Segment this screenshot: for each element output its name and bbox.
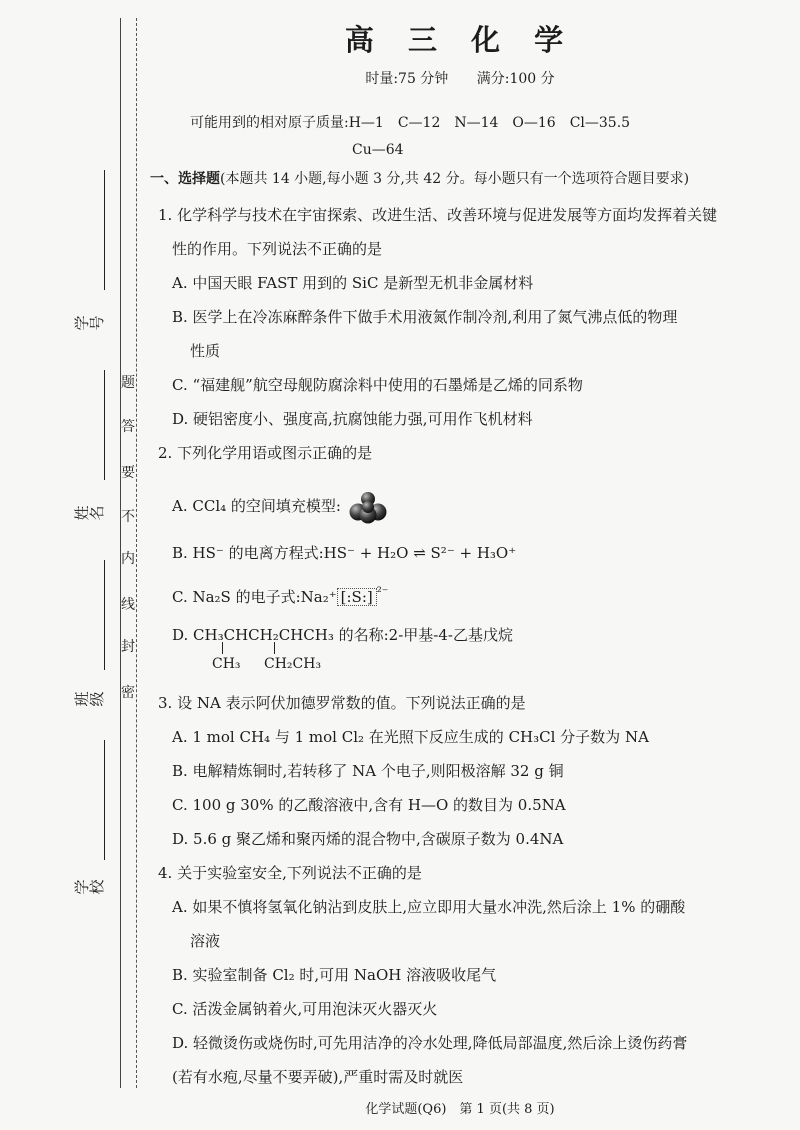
exam-content	[150, 0, 770, 1130]
q1-stem-cont: 性的作用。下列说法不正确的是	[172, 240, 383, 258]
q4-option-b: B. 实验室制备 Cl₂ 时,可用 NaOH 溶液吸收尾气	[172, 966, 497, 984]
q1-option-c: C. “福建舰”航空母舰防腐涂料中使用的石墨烯是乙烯的同系物	[172, 376, 583, 394]
exam-score: 满分:100 分	[476, 71, 555, 87]
seal-char: 线	[121, 597, 135, 613]
q1-option-d: D. 硬铝密度小、强度高,抗腐蚀能力强,可用作飞机材料	[172, 410, 533, 428]
page-footer: 化学试题(Q6) 第 1 页(共 8 页)	[365, 1102, 555, 1117]
q3-option-a: A. 1 mol CH₄ 与 1 mol Cl₂ 在光照下反应生成的 CH₃Cl 分子数为 NA	[172, 728, 649, 746]
q4-option-d: D. 轻微烫伤或烧伤时,可先用洁净的冷水处理,降低局部温度,然后涂上烫伤药膏	[172, 1034, 688, 1052]
q3-option-b: B. 电解精炼铜时,若转移了 NA 个电子,则阳极溶解 32 g 铜	[172, 762, 564, 780]
q2-stem: 2. 下列化学用语或图示正确的是	[158, 444, 373, 462]
q1-option-b: B. 医学上在冷冻麻醉条件下做手术用液氮作制冷剂,利用了氮气沸点低的物理	[172, 308, 678, 326]
sulfide-charge: ²⁻	[376, 584, 389, 599]
class-label: 班 级	[73, 676, 106, 707]
q2-d-branch-1: CH₃	[212, 656, 241, 672]
q1-stem: 1. 化学科学与技术在宇宙探索、改进生活、改善环境与促进发展等方面均发挥着关键	[158, 206, 718, 224]
school-label: 学 校	[73, 864, 106, 895]
q4-stem: 4. 关于实验室安全,下列说法不正确的是	[158, 864, 422, 882]
atomic-masses-cont: Cu—64	[352, 142, 404, 158]
binding-dashed-line	[136, 18, 137, 1088]
sulfide-lewis-structure: [:S:]	[337, 588, 377, 606]
atomic-masses: 可能用到的相对原子质量:H—1 C—12 N—14 O—16 Cl—35.5	[190, 115, 631, 131]
q2-d-branch-bond	[274, 642, 275, 654]
section-title: 一、选择题	[150, 171, 220, 187]
q2-d-branch-bond	[222, 642, 223, 654]
section-heading	[150, 168, 780, 188]
q4-option-a: A. 如果不慎将氢氧化钠沾到皮肤上,应立即用大量水冲洗,然后涂上 1% 的硼酸	[172, 898, 686, 916]
q4-option-c: C. 活泼金属钠着火,可用泡沫灭火器灭火	[172, 1000, 438, 1018]
seal-char: 封	[121, 639, 135, 655]
seal-char: 不	[121, 509, 135, 525]
q4-option-d-cont: (若有水疱,尽量不要弄破),严重时需及时就医	[172, 1068, 464, 1086]
exam-time: 时量:75 分钟	[365, 71, 449, 87]
seal-char: 题	[121, 375, 135, 391]
ccl4-space-filling-model-icon	[346, 490, 390, 524]
q4-option-a-cont: 溶液	[190, 932, 221, 950]
student-name-line[interactable]	[104, 370, 105, 480]
student-id-line[interactable]	[104, 170, 105, 290]
seal-char: 密	[121, 685, 135, 701]
q2-option-d: D. CH₃CHCH₂CHCH₃ 的名称:2-甲基-4-乙基戊烷	[172, 626, 513, 644]
q2-option-a	[172, 490, 390, 524]
class-line[interactable]	[104, 560, 105, 670]
exam-meta	[150, 68, 770, 88]
school-line[interactable]	[104, 740, 105, 860]
q2-option-a-text: A. CCl₄ 的空间填充模型:	[172, 497, 341, 515]
seal-char: 答	[121, 419, 135, 435]
q1-option-a: A. 中国天眼 FAST 用到的 SiC 是新型无机非金属材料	[172, 274, 534, 292]
q3-option-d: D. 5.6 g 聚乙烯和聚丙烯的混合物中,含碳原子数为 0.4NA	[172, 830, 564, 848]
q1-option-b-cont: 性质	[190, 342, 221, 360]
q2-option-c	[172, 584, 388, 607]
seal-char: 内	[121, 551, 135, 567]
q3-option-c: C. 100 g 30% 的乙酸溶液中,含有 H—O 的数目为 0.5NA	[172, 796, 566, 814]
seal-char: 要	[121, 465, 135, 481]
q2-option-b: B. HS⁻ 的电离方程式:HS⁻ + H₂O ⇌ S²⁻ + H₃O⁺	[172, 544, 517, 562]
q3-stem: 3. 设 NA 表示阿伏加德罗常数的值。下列说法正确的是	[158, 694, 526, 712]
q2-d-branch-2: CH₂CH₃	[264, 656, 322, 672]
q2-option-c-text: C. Na₂S 的电子式:Na₂⁺	[172, 588, 337, 606]
exam-title: 高 三 化 学	[344, 23, 576, 57]
student-id-label: 学 号	[73, 300, 106, 331]
student-name-label: 姓 名	[73, 490, 106, 521]
binding-margin	[0, 0, 150, 1130]
section-note: (本题共 14 小题,每小题 3 分,共 42 分。每小题只有一个选项符合题目要求)	[220, 171, 690, 187]
